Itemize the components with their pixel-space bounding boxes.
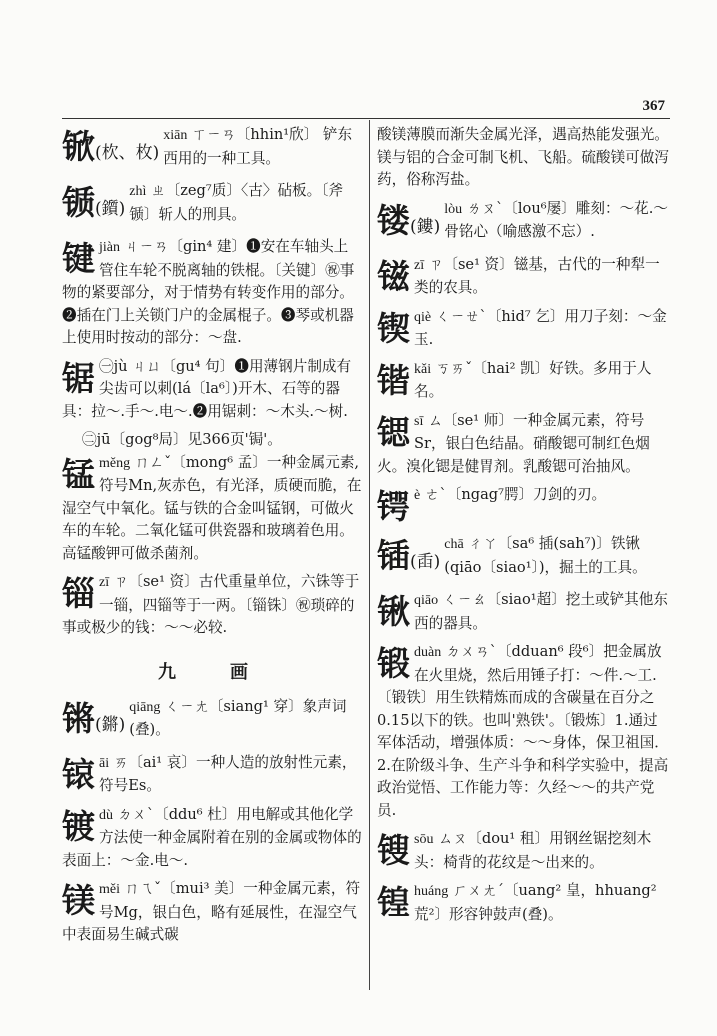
entry-definition: ㄜˋ〔ngag⁷腭〕刀剑的刃。 [424,486,607,503]
dictionary-entry [377,410,670,479]
entry-pinyin: duàn [414,645,442,660]
entry-definition: ㄑㄧㄤ〔siang¹ 穿〕象声词(叠)。 [129,697,347,738]
entry-headword: 锹 [377,592,410,631]
dictionary-entry [62,804,362,873]
entry-definition: ㄎㄞˇ〔hai² 凯〕好铁。多用于人名。 [414,359,652,400]
entry-variant: (杴、枚) [95,143,160,163]
left-column [62,124,362,953]
entry-definition: ㄉㄨˋ〔ddu⁶ 杜〕用电解或其他化学方法使一种金属附着在别的金属或物体的表面上：～金.电～. [62,805,362,869]
entry-pinyin: dù [99,807,113,823]
dictionary-entry [377,589,670,635]
entry-pinyin: āi [99,755,110,771]
dictionary-entry [62,356,362,424]
entry-definition: ㄞ〔ai¹ 哀〕一种人造的放射性元素，符号Es。 [99,753,357,794]
entry-headword: 锱 [62,574,95,613]
column-divider [369,120,370,990]
entry-pinyin: xiān [163,128,188,143]
section-heading: 九 画 [158,661,266,683]
right-column [377,124,670,932]
entry-definition: ㄑㄧㄝˋ〔hid⁷ 乞〕用刀子刻：～金玉. [414,307,667,348]
entry-headword: 镂(鏤) [377,200,441,240]
entry-definition: ㄔㄚ〔sa⁶ 插(sah⁷)〕铁锹(qiāo〔siao¹〕)，掘土的工具。 [444,535,647,576]
entry-pinyin: chā [444,537,464,552]
dictionary-entry [62,180,362,230]
entry-pinyin: měng [99,455,131,471]
dictionary-entry [377,484,670,527]
entry-variant: (鏤) [410,216,441,237]
entry-pinyin: zī [99,575,110,590]
entry-pinyin: jiàn [99,240,120,255]
entry-definition: ㄙㄡ〔dou¹ 租〕用钢丝锯挖刻木头：椅背的花纹是～出来的。 [414,830,652,871]
entry-pinyin: sī [414,413,424,429]
dictionary-entry [377,306,670,352]
entry-pinyin: sōu [414,832,434,847]
entry-headword: 锴 [377,360,410,400]
continued-text: 酸镁薄膜而渐失金属光泽，遇高热能发强光。镁与铝的合金可制飞机、飞船。硫酸镁可做泻药，俗称泻盐。 [377,126,669,188]
page-number: 367 [642,98,665,114]
entry-sub-sense: ㊁jū〔gog⁸局〕见366页'锔'。 [82,431,282,448]
entry-headword: 锸(臿) [377,536,441,575]
dictionary-entry [62,452,362,566]
entry-headword: 锰 [62,454,95,494]
header-rule [62,118,670,119]
entry-headword: 键 [62,239,95,278]
entry-definition: ㊀jù ㄐㄩ〔gu⁴ 句〕❶用薄钢片制成有尖齿可以刺(lá〔la⁶〕)开木、石等的器具：拉～.手～.电～.❷用锯刺：～木头.～树. [62,357,352,420]
dictionary-entry [62,878,362,947]
entry-definition: ㄏㄨㄤˊ〔uang² 皇，hhuang²荒²〕形容钟鼓声(叠)。 [414,882,657,923]
entry-definition: ㄗ〔se¹ 资〕古代重量单位，六铢等于一锱，四锱等于一两。〔锱铢〕㊗琐碎的事或极少的钱：～～必较. [62,573,360,636]
entry-definition: ㄗ〔se¹ 资〕镃基，古代的一种犁一类的农具。 [414,255,660,296]
dictionary-entry [377,358,670,404]
entry-headword: 锨(杴、枚) [62,127,160,166]
dictionary-entry [62,124,362,174]
entry-definition: ㄒㄧㄢ〔hhin¹欣〕 铲东西用的一种工具。 [163,126,353,167]
entry-headword: 镃 [377,256,410,296]
dictionary-entry [62,696,362,746]
dictionary-entry [377,533,670,583]
dictionary-entry [377,828,670,874]
entry-definition: ㄓ〔zeg⁷质〕〈古〉砧板。〔斧锧〕斩人的刑具。 [129,182,344,223]
entry-pinyin: měi [99,882,120,897]
entry-headword: 镀 [62,806,95,846]
entry-pinyin: qiè [414,309,432,325]
entry-headword: 锷 [377,487,410,526]
entry-pinyin: lòu [444,201,463,217]
dictionary-entry [62,752,362,798]
entry-pinyin: zhì [129,184,147,199]
dictionary-entry [62,236,362,350]
entry-headword: 锿 [62,754,95,794]
entry-definition: ㄇㄟˇ〔mui³ 美〕一种金属元素，符号Mg，银白色，略有延展性，在湿空气中表面易生碱式碳 [62,880,361,943]
entry-variant: (鑕) [95,199,126,219]
entry-pinyin: zī [414,257,425,273]
entry-headword: 锯 [62,358,95,398]
dictionary-entry [62,571,362,640]
dictionary-entry [377,198,670,248]
entry-definition: ㄇㄥˇ〔mong⁶ 孟〕一种金属元素,符号Mn,灰赤色，有光泽，质硬而脆，在湿空气中氧化。锰与铁的合金叫锰钢，可做火车的车轮。二氧化锰可供瓷器和玻璃着色用。高锰酸钾可做杀菌剂。 [62,453,362,562]
entry-pinyin: huáng [414,884,449,899]
entry-definition: ㄐㄧㄢ〔gin⁴ 建〕❶安在车轴头上管住车轮不脱离轴的铁棍。〔关键〕㊗事物的紧要部分，对于情势有转变作用的部分。❷插在门上关锁门户的金属棍子。❸琴或机器上使用时按动的部分：～盘. [62,238,355,346]
entry-pinyin: è [414,488,421,503]
dictionary-entry [377,254,670,300]
entry-headword: 锵(鏘) [62,698,126,738]
entry-variant: (鏘) [95,714,126,735]
entry-definition: ㄌㄡˋ〔lou⁶屡〕雕刻：～花.～骨铭心（喻感激不忘）. [444,199,668,240]
entry-headword: 锻 [377,644,410,683]
entry-pinyin: kǎi [414,361,432,377]
entry-headword: 锧(鑕) [62,183,126,222]
dictionary-entry [377,641,670,822]
entry-headword: 锼 [377,831,410,870]
entry-definition: ㄑㄧㄠ〔siao¹超〕挖土或铲其他东西的器具。 [414,591,668,632]
entry-definition: ㄉㄨㄢˋ〔dduan⁶ 段⁶〕把金属放在火里烧，然后用锤子打：～件.～工.〔锻铁〕用生铁精炼而成的含碳量在百分之0.15以下的铁。也叫'熟铁'。〔锻炼〕1.通过军体活动，增强体质：～～身体，保卫祖国．2.在阶级斗争、生产斗争和科学实验中，提高政治觉悟、工作能力等：久经～～的共产党员. [377,643,669,819]
entry-headword: 锽 [377,883,410,922]
entry-pinyin: qiāo [414,593,439,608]
entry-variant: (臿) [410,552,441,572]
entry-headword: 锲 [377,308,410,348]
entry-headword: 锶 [377,412,410,452]
entry-headword: 镁 [62,881,95,920]
dictionary-entry [377,880,670,926]
entry-pinyin: qiāng [129,699,161,715]
entry-definition: ㄙ〔se¹ 师〕一种金属元素，符号Sr，银白色结晶。硝酸锶可制红色烟火。溴化锶是健胃剂。乳酸锶可治抽风。 [377,411,650,475]
